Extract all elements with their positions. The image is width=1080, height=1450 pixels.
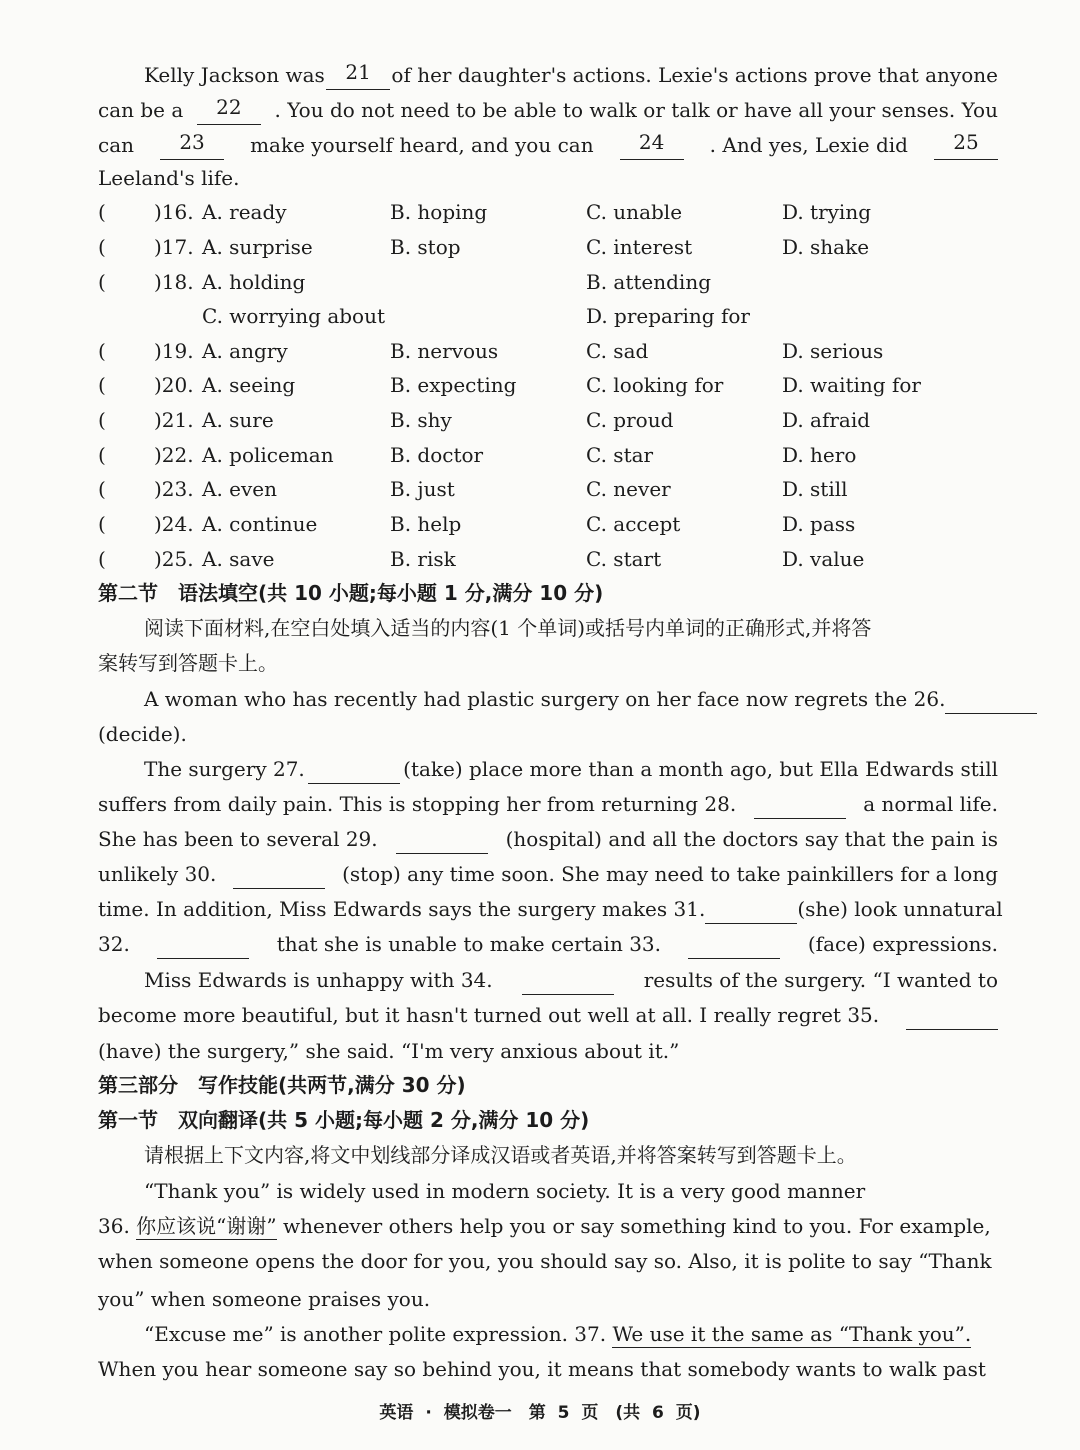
- translation-line-5: “Excuse me” is another polite expression. 37. We use it the same as “Thank you”.: [144, 1322, 972, 1346]
- cloze-line-1: Kelly Jackson was 21 of her daughter's actions. Lexie's actions prove that anyone: [98, 60, 998, 90]
- grammar-instruction-2: 案转写到答题卡上。: [98, 651, 278, 675]
- blank-35: [906, 1000, 998, 1030]
- blank-26: [945, 684, 1037, 714]
- grammar-line-1: A woman who has recently had plastic surgery on her face now regrets the 26.: [98, 684, 998, 714]
- translation-line-4: you” when someone praises you.: [98, 1287, 431, 1311]
- grammar-line-5: She has been to several 29. (hospital) and all the doctors say that the pain is: [98, 824, 998, 854]
- blank-32: [157, 929, 249, 959]
- translation-line-3: when someone opens the door for you, you should say so. Also, it is polite to say “Thank: [98, 1249, 992, 1273]
- blank-34: [522, 965, 614, 995]
- blank-27: [308, 754, 400, 784]
- blank-30: [233, 859, 325, 889]
- blank-33: [688, 929, 780, 959]
- question-23: ( )23. A. even B. just C. never D. still: [98, 477, 848, 501]
- grammar-line-10: become more beautiful, but it hasn't turned out well at all. I really regret 35.: [98, 1000, 998, 1030]
- grammar-heading: 第二节 语法填空(共 10 小题;每小题 1 分,满分 10 分): [98, 581, 604, 605]
- blank-25: 25: [934, 130, 998, 160]
- grammar-line-9: Miss Edwards is unhappy with 34. results of the surgery. “I wanted to: [98, 965, 998, 995]
- cloze-line-4: Leeland's life.: [98, 166, 240, 190]
- cloze-line-2: can be a 22 . You do not need to be able to walk or talk or have all your senses. You: [98, 95, 998, 125]
- translation-instruction: 请根据上下文内容,将文中划线部分译成汉语或者英语,并将答案转写到答题卡上。: [144, 1143, 857, 1167]
- question-22: ( )22. A. policeman B. doctor C. star D. hero: [98, 443, 857, 467]
- question-18: ( )18. A. holding B. attending: [98, 270, 712, 294]
- question-25: ( )25. A. save B. risk C. start D. value: [98, 547, 865, 571]
- blank-23: 23: [160, 130, 224, 160]
- question-24: ( )24. A. continue B. help C. accept D. pass: [98, 512, 856, 536]
- translation-line-1: “Thank you” is widely used in modern society. It is a very good manner: [144, 1179, 866, 1203]
- grammar-line-4: suffers from daily pain. This is stopping her from returning 28. a normal life.: [98, 789, 998, 819]
- translation-heading: 第一节 双向翻译(共 5 小题;每小题 2 分,满分 10 分): [98, 1108, 590, 1132]
- question-18-cont: C. worrying about D. preparing for: [202, 304, 750, 328]
- grammar-instruction-1: 阅读下面材料,在空白处填入适当的内容(1 个单词)或括号内单词的正确形式,并将答: [144, 616, 872, 640]
- grammar-line-11: (have) the surgery,” she said. “I'm very anxious about it.”: [98, 1039, 680, 1063]
- blank-29: [396, 824, 488, 854]
- part-three-heading: 第三部分 写作技能(共两节,满分 30 分): [98, 1073, 466, 1097]
- blank-31: [705, 894, 797, 924]
- question-17: ( )17. A. surprise B. stop C. interest D. shake: [98, 235, 870, 259]
- blank-22: 22: [197, 95, 261, 125]
- grammar-line-2: (decide).: [98, 722, 187, 746]
- translation-line-2: 36. 你应该说“谢谢” whenever others help you or say something kind to you. For example,: [98, 1214, 991, 1238]
- grammar-line-7: time. In addition, Miss Edwards says the surgery makes 31. (she) look unnatural: [98, 894, 998, 924]
- question-19: ( )19. A. angry B. nervous C. sad D. serious: [98, 339, 884, 363]
- translation-line-6: When you hear someone say so behind you, it means that somebody wants to walk past: [98, 1357, 986, 1381]
- grammar-line-8: 32. that she is unable to make certain 33. (face) expressions.: [98, 929, 998, 959]
- cloze-line-3: can 23 make yourself heard, and you can 24 . And yes, Lexie did 25: [98, 130, 998, 160]
- grammar-line-3: The surgery 27. (take) place more than a month ago, but Ella Edwards still: [98, 754, 998, 784]
- question-21: ( )21. A. sure B. shy C. proud D. afraid: [98, 408, 871, 432]
- question-16: ( )16. A. ready B. hoping C. unable D. trying: [98, 200, 872, 224]
- question-20: ( )20. A. seeing B. expecting C. looking for D. waiting for: [98, 373, 921, 397]
- blank-24: 24: [620, 130, 684, 160]
- blank-28: [754, 789, 846, 819]
- underlined-phrase-36: 你应该说“谢谢”: [136, 1214, 277, 1238]
- grammar-line-6: unlikely 30. (stop) any time soon. She may need to take painkillers for a long: [98, 859, 998, 889]
- underlined-phrase-37: We use it the same as “Thank you”.: [612, 1322, 972, 1346]
- page-footer: 英语 · 模拟卷一 第 5 页 (共 6 页): [379, 1403, 701, 1423]
- blank-21: 21: [326, 60, 390, 90]
